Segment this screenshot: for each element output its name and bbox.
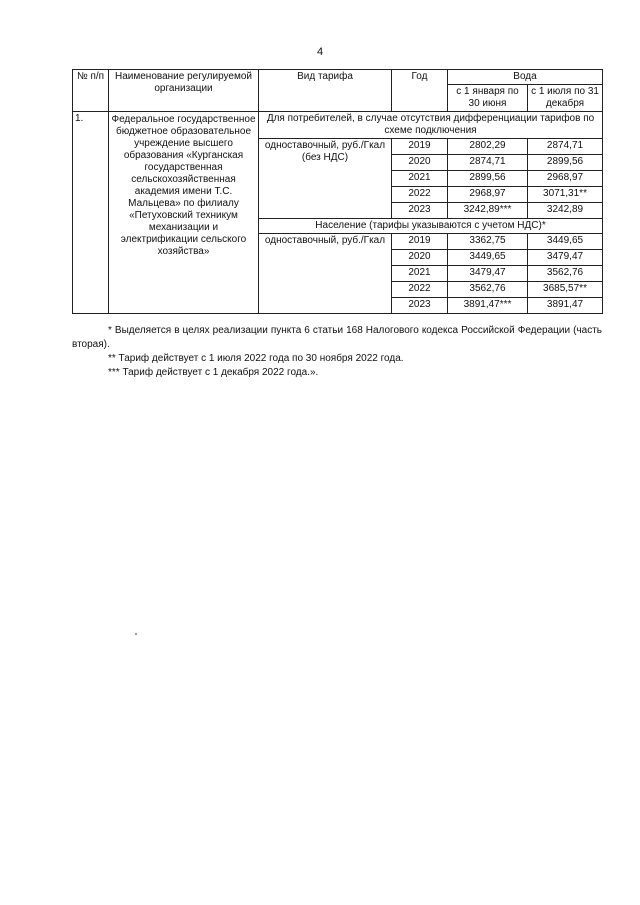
organization-name: Федеральное государственное бюджетное образовательное учреждение высшего образования «Курганская государственная сельскохозяйственная академия имени Т.С. Мальцева» по филиалу «Петуховский техникум механизации и электрификации сельского хозяйства» (109, 112, 259, 314)
year-cell: 2021 (392, 171, 448, 187)
value-cell: 3362,75 (448, 234, 528, 250)
tariff-table (72, 69, 603, 314)
header-water: Вода (448, 70, 603, 85)
group-title-row (73, 112, 603, 139)
table-header-row (73, 70, 603, 85)
value-cell: 2899,56 (528, 155, 603, 171)
scan-speck (135, 633, 137, 635)
footnote-3: *** Тариф действует с 1 декабря 2022 года.». (108, 367, 319, 378)
footnotes (72, 324, 602, 380)
value-cell: 3891,47 (528, 298, 603, 314)
footnote-2: ** Тариф действует с 1 июля 2022 года по 30 ноября 2022 года. (108, 353, 404, 364)
group-title: Для потребителей, в случае отсутствия дифференциации тарифов по схеме подключения (259, 112, 603, 139)
value-cell: 3242,89*** (448, 203, 528, 219)
year-cell: 2020 (392, 155, 448, 171)
value-cell: 3449,65 (448, 250, 528, 266)
header-year: Год (392, 70, 448, 112)
page-number: 4 (316, 46, 324, 58)
header-period-1: с 1 января по 30 июня (448, 85, 528, 112)
header-period-2: с 1 июля по 31 декабря (528, 85, 603, 112)
value-cell: 2899,56 (448, 171, 528, 187)
year-cell: 2021 (392, 266, 448, 282)
value-cell: 3449,65 (528, 234, 603, 250)
value-cell: 2802,29 (448, 139, 528, 155)
row-number: 1. (73, 112, 109, 314)
value-cell: 3562,76 (528, 266, 603, 282)
value-cell: 2874,71 (448, 155, 528, 171)
year-cell: 2023 (392, 203, 448, 219)
value-cell: 2968,97 (528, 171, 603, 187)
value-cell: 3071,31** (528, 187, 603, 203)
tariff-type: одноставочный, руб./Гкал (259, 234, 392, 314)
value-cell: 2874,71 (528, 139, 603, 155)
value-cell: 3242,89 (528, 203, 603, 219)
year-cell: 2020 (392, 250, 448, 266)
year-cell: 2019 (392, 139, 448, 155)
header-num: № п/п (73, 70, 109, 112)
year-cell: 2019 (392, 234, 448, 250)
value-cell: 3479,47 (448, 266, 528, 282)
value-cell: 3479,47 (528, 250, 603, 266)
value-cell: 3891,47*** (448, 298, 528, 314)
header-tariff-type: Вид тарифа (259, 70, 392, 112)
header-organization: Наименование регулируемой организации (109, 70, 259, 112)
footnote-1: * Выделяется в целях реализации пункта 6 статьи 168 Налогового кодекса Российской Федерации (часть вторая). (72, 325, 602, 350)
tariff-type: одноставочный, руб./Гкал (без НДС) (259, 139, 392, 219)
group-title: Население (тарифы указываются с учетом НДС)* (259, 219, 603, 234)
year-cell: 2022 (392, 187, 448, 203)
value-cell: 2968,97 (448, 187, 528, 203)
value-cell: 3685,57** (528, 282, 603, 298)
value-cell: 3562,76 (448, 282, 528, 298)
year-cell: 2022 (392, 282, 448, 298)
year-cell: 2023 (392, 298, 448, 314)
